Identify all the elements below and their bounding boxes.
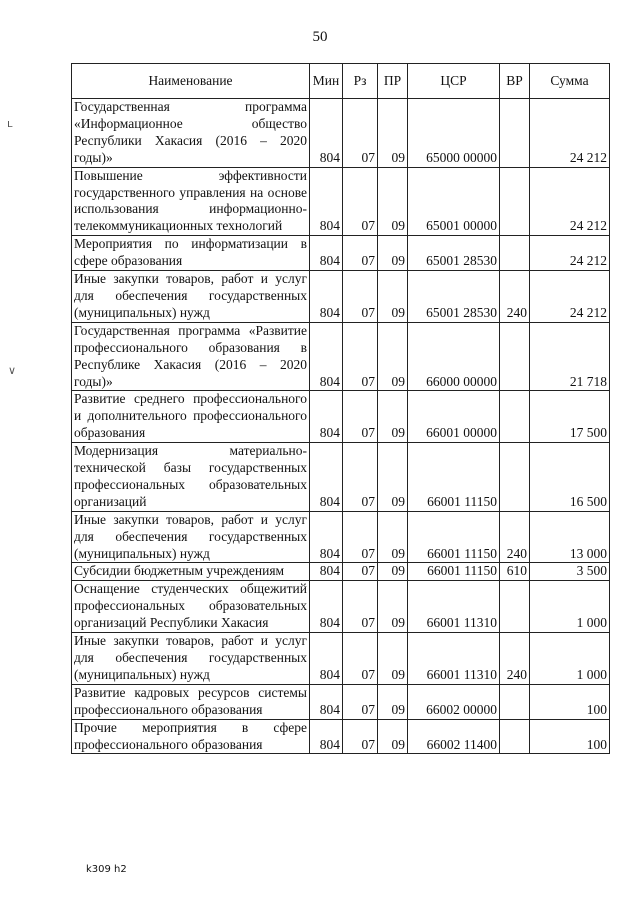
cell-rz: 07	[343, 719, 378, 754]
header-sum: Сумма	[530, 64, 610, 99]
cell-vr	[500, 236, 530, 271]
cell-sum: 24 212	[530, 271, 610, 323]
cell-min: 804	[310, 581, 343, 633]
cell-vr	[500, 322, 530, 391]
cell-pr: 09	[378, 581, 408, 633]
header-rz: Рз	[343, 64, 378, 99]
header-pr: ПР	[378, 64, 408, 99]
cell-vr: 240	[500, 271, 530, 323]
cell-csr: 66002 00000	[408, 684, 500, 719]
cell-csr: 66001 00000	[408, 391, 500, 443]
cell-vr	[500, 99, 530, 168]
cell-min: 804	[310, 99, 343, 168]
cell-min: 804	[310, 236, 343, 271]
cell-rz: 07	[343, 236, 378, 271]
cell-min: 804	[310, 633, 343, 685]
cell-sum: 24 212	[530, 236, 610, 271]
cell-csr: 66000 00000	[408, 322, 500, 391]
header-name: Наименование	[72, 64, 310, 99]
cell-sum: 24 212	[530, 167, 610, 236]
table-row	[72, 563, 610, 581]
cell-rz: 07	[343, 271, 378, 323]
cell-pr: 09	[378, 443, 408, 512]
cell-vr	[500, 391, 530, 443]
cell-name: Развитие кадровых ресурсов системы профессионального образования	[72, 684, 310, 719]
cell-vr: 240	[500, 511, 530, 563]
cell-rz: 07	[343, 511, 378, 563]
cell-min: 804	[310, 271, 343, 323]
table-row	[72, 167, 610, 236]
cell-csr: 65001 28530	[408, 271, 500, 323]
cell-csr: 65001 00000	[408, 167, 500, 236]
cell-min: 804	[310, 719, 343, 754]
cell-rz: 07	[343, 391, 378, 443]
cell-sum: 16 500	[530, 443, 610, 512]
cell-pr: 09	[378, 322, 408, 391]
table-row	[72, 236, 610, 271]
header-vr: ВР	[500, 64, 530, 99]
table-row	[72, 443, 610, 512]
cell-vr	[500, 581, 530, 633]
cell-pr: 09	[378, 236, 408, 271]
cell-min: 804	[310, 391, 343, 443]
cell-pr: 09	[378, 99, 408, 168]
cell-name: Государственная программа «Развитие профессионального образования в Республике Хакасия (2016 – 2020 годы)»	[72, 322, 310, 391]
cell-rz: 07	[343, 322, 378, 391]
cell-csr: 66001 11150	[408, 443, 500, 512]
table-row	[72, 271, 610, 323]
header-min: Мин	[310, 64, 343, 99]
footer-code: k309 h2	[86, 864, 127, 875]
cell-pr: 09	[378, 271, 408, 323]
cell-sum: 3 500	[530, 563, 610, 581]
cell-vr	[500, 684, 530, 719]
cell-vr	[500, 443, 530, 512]
cell-sum: 21 718	[530, 322, 610, 391]
cell-rz: 07	[343, 167, 378, 236]
cell-rz: 07	[343, 581, 378, 633]
cell-csr: 65001 28530	[408, 236, 500, 271]
cell-rz: 07	[343, 684, 378, 719]
cell-vr	[500, 719, 530, 754]
cell-csr: 66001 11310	[408, 633, 500, 685]
cell-csr: 66001 11150	[408, 563, 500, 581]
cell-pr: 09	[378, 563, 408, 581]
cell-pr: 09	[378, 167, 408, 236]
cell-csr: 66002 11400	[408, 719, 500, 754]
cell-sum: 100	[530, 719, 610, 754]
cell-name: Модернизация материально-технической базы государственных профессиональных образовательных организаций	[72, 443, 310, 512]
cell-sum: 13 000	[530, 511, 610, 563]
cell-pr: 09	[378, 511, 408, 563]
table-row	[72, 511, 610, 563]
cell-name: Прочие мероприятия в сфере профессионального образования	[72, 719, 310, 754]
table-row	[72, 581, 610, 633]
cell-vr	[500, 167, 530, 236]
cell-min: 804	[310, 684, 343, 719]
table-row	[72, 684, 610, 719]
cell-min: 804	[310, 443, 343, 512]
cell-sum: 1 000	[530, 633, 610, 685]
cell-name: Иные закупки товаров, работ и услуг для обеспечения государственных (муниципальных) нужд	[72, 633, 310, 685]
cell-csr: 66001 11310	[408, 581, 500, 633]
cell-rz: 07	[343, 443, 378, 512]
cell-rz: 07	[343, 563, 378, 581]
cell-pr: 09	[378, 684, 408, 719]
cell-name: Развитие среднего профессионального и дополнительного профессионального образования	[72, 391, 310, 443]
cell-vr: 610	[500, 563, 530, 581]
cell-name: Государственная программа «Информационное общество Республики Хакасия (2016 – 2020 годы)»	[72, 99, 310, 168]
cell-pr: 09	[378, 719, 408, 754]
table-row	[72, 99, 610, 168]
cell-min: 804	[310, 322, 343, 391]
page-number: 50	[312, 29, 328, 45]
cell-sum: 1 000	[530, 581, 610, 633]
cell-sum: 24 212	[530, 99, 610, 168]
margin-mark: ∨	[8, 364, 17, 377]
header-csr: ЦСР	[408, 64, 500, 99]
cell-csr: 66001 11150	[408, 511, 500, 563]
cell-name: Субсидии бюджетным учреждениям	[72, 563, 310, 581]
margin-mark: ʟ	[7, 117, 13, 130]
cell-rz: 07	[343, 99, 378, 168]
cell-name: Иные закупки товаров, работ и услуг для обеспечения государственных (муниципальных) нужд	[72, 511, 310, 563]
cell-name: Повышение эффективности государственного управления на основе использования информационно-телекоммуникационных технологий	[72, 167, 310, 236]
cell-name: Иные закупки товаров, работ и услуг для обеспечения государственных (муниципальных) нужд	[72, 271, 310, 323]
cell-vr: 240	[500, 633, 530, 685]
cell-rz: 07	[343, 633, 378, 685]
cell-min: 804	[310, 511, 343, 563]
table-row	[72, 322, 610, 391]
cell-name: Мероприятия по информатизации в сфере образования	[72, 236, 310, 271]
cell-sum: 100	[530, 684, 610, 719]
cell-pr: 09	[378, 391, 408, 443]
table-row	[72, 719, 610, 754]
cell-sum: 17 500	[530, 391, 610, 443]
cell-name: Оснащение студенческих общежитий профессиональных образовательных организаций Республики Хакасия	[72, 581, 310, 633]
table-header-row	[72, 64, 610, 99]
cell-pr: 09	[378, 633, 408, 685]
table-row	[72, 391, 610, 443]
cell-min: 804	[310, 563, 343, 581]
budget-table	[71, 63, 610, 754]
table-row	[72, 633, 610, 685]
cell-csr: 65000 00000	[408, 99, 500, 168]
cell-min: 804	[310, 167, 343, 236]
